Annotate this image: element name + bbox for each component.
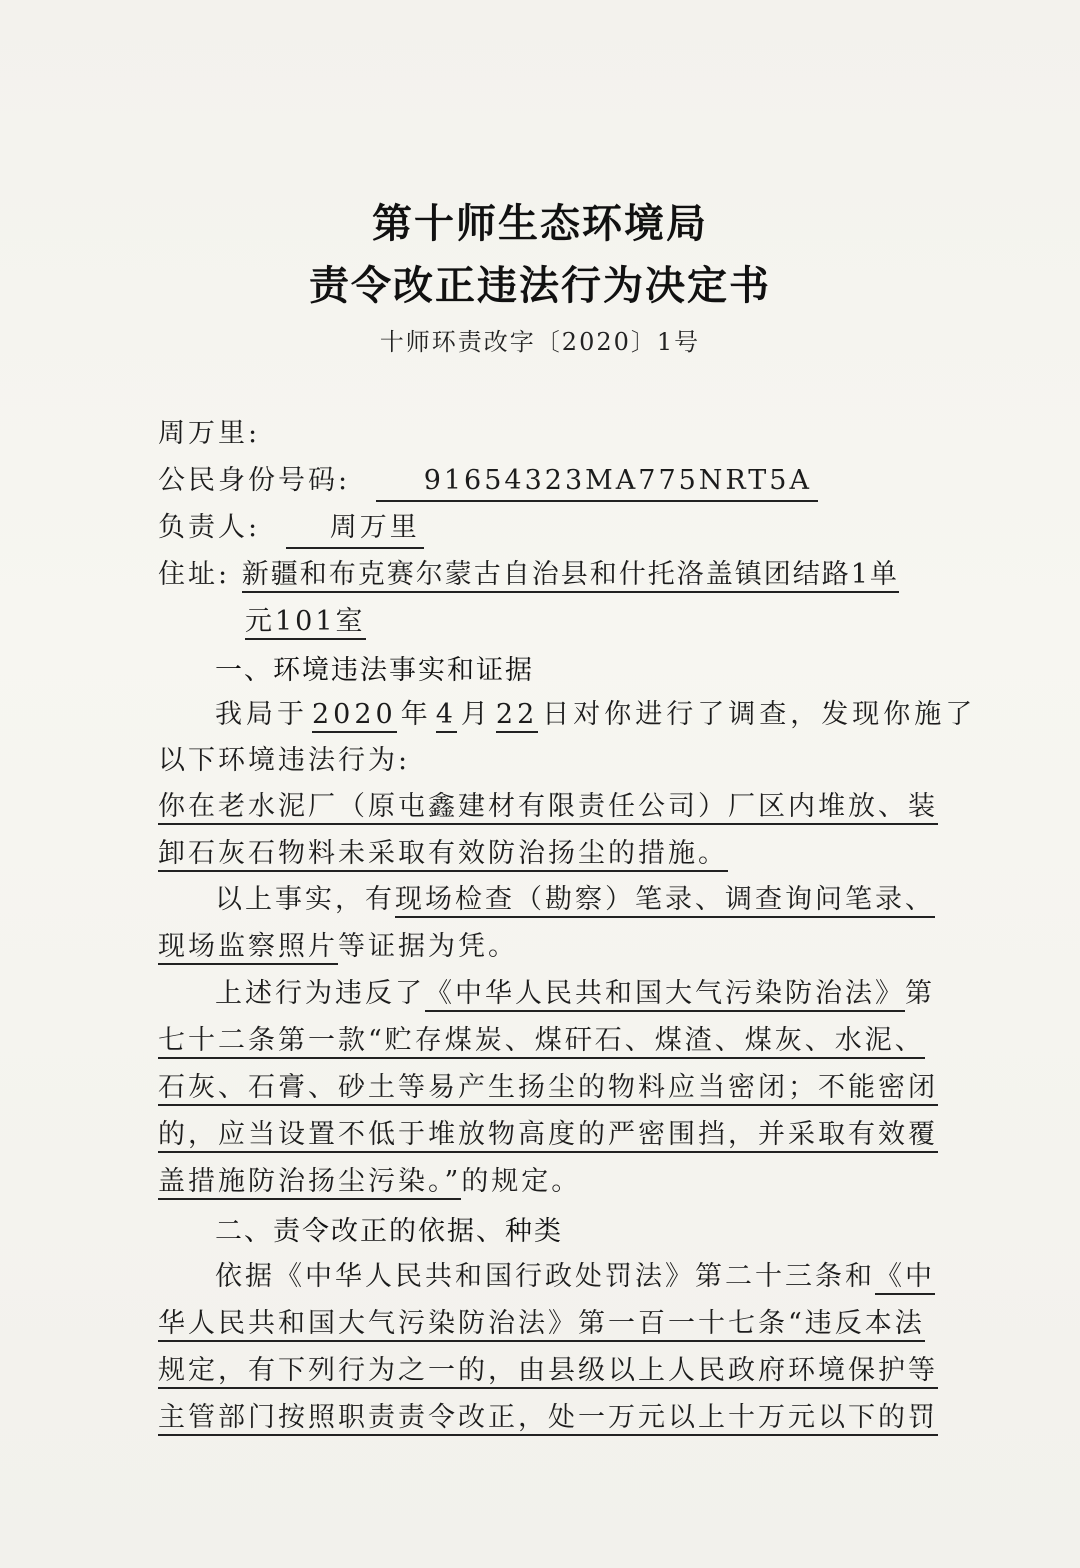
p1-text-a: 我局于 bbox=[215, 699, 308, 730]
fact-line-2 bbox=[158, 836, 728, 872]
basis-line-4 bbox=[158, 1400, 938, 1436]
address-value-2: 元101室 bbox=[245, 606, 366, 640]
law-text-b: 第 bbox=[905, 978, 935, 1009]
basis-underline-1: 《中 bbox=[875, 1261, 935, 1295]
law-name: 《中华人民共和国大气污染防治法》 bbox=[425, 978, 905, 1012]
evidence-underline-2: 现场监察照片 bbox=[158, 931, 338, 965]
section1-para1-line2: 以下环境违法行为: bbox=[158, 745, 411, 776]
fact-line-1 bbox=[158, 789, 938, 825]
address-value-1: 新疆和布克赛尔蒙古自治县和什托洛盖镇团结路1单 bbox=[242, 559, 899, 593]
evidence-line-2 bbox=[158, 929, 518, 965]
fact-text-1: 你在老水泥厂（原屯鑫建材有限责任公司）厂区内堆放、装 bbox=[158, 791, 938, 825]
p1-text-c: 月 bbox=[460, 699, 492, 730]
p1-day: 22 bbox=[496, 699, 538, 733]
party-name: 周万里: bbox=[158, 418, 261, 449]
p1-text-d: 日对你进行了调查，发现你施了 bbox=[542, 699, 977, 730]
law-text-3: 石灰、石膏、砂土等易产生扬尘的物料应当密闭；不能密闭 bbox=[158, 1072, 938, 1106]
section1-para1 bbox=[215, 697, 976, 733]
evidence-underline-1: 现场检查（勘察）笔录、调查询问笔录、 bbox=[395, 884, 935, 918]
document-title-agency: 第十师生态环境局 bbox=[372, 201, 708, 247]
section1-heading: 一、环境违法事实和证据 bbox=[215, 655, 534, 686]
id-line bbox=[158, 463, 818, 502]
basis-line-3 bbox=[158, 1353, 938, 1389]
law-text-4: 的，应当设置不低于堆放物高度的严密围挡，并采取有效覆 bbox=[158, 1119, 938, 1153]
law-line-2 bbox=[158, 1023, 925, 1059]
basis-text-2: 华人民共和国大气污染防治法》第一百一十七条“违反本法 bbox=[158, 1308, 925, 1342]
address-line-2 bbox=[245, 604, 366, 640]
law-line-4 bbox=[158, 1117, 938, 1153]
p1-text-b: 年 bbox=[400, 699, 432, 730]
section2-heading: 二、责令改正的依据、种类 bbox=[215, 1216, 563, 1247]
basis-line-1 bbox=[215, 1259, 935, 1295]
law-text-a: 上述行为违反了 bbox=[215, 978, 425, 1009]
law-text-5-underlined: 盖措施防治扬尘污染。” bbox=[158, 1166, 461, 1200]
document-number: 十师环责改字〔2020〕1号 bbox=[379, 328, 701, 356]
person-line bbox=[158, 510, 424, 549]
id-label: 公民身份号码: bbox=[158, 465, 351, 496]
fact-text-2: 卸石灰石物料未采取有效防治扬尘的措施。 bbox=[158, 838, 728, 872]
law-line-3 bbox=[158, 1070, 938, 1106]
basis-text-a: 依据《中华人民共和国行政处罚法》第二十三条和 bbox=[215, 1261, 875, 1292]
person-label: 负责人: bbox=[158, 512, 261, 543]
evidence-line-1 bbox=[215, 882, 935, 918]
law-text-5: 的规定。 bbox=[461, 1166, 582, 1197]
evidence-text-b: 等证据为凭。 bbox=[338, 931, 518, 962]
p1-month: 4 bbox=[436, 699, 457, 733]
address-line bbox=[158, 557, 899, 593]
person-value: 周万里 bbox=[286, 510, 424, 549]
document-title-type: 责令改正违法行为决定书 bbox=[309, 263, 771, 309]
id-value: 91654323MA775NRT5A bbox=[376, 463, 818, 502]
basis-line-2 bbox=[158, 1306, 925, 1342]
basis-text-3: 规定，有下列行为之一的，由县级以上人民政府环境保护等 bbox=[158, 1355, 938, 1389]
p1-year: 2020 bbox=[312, 699, 397, 733]
basis-text-4: 主管部门按照职责责令改正，处一万元以上十万元以下的罚 bbox=[158, 1402, 938, 1436]
address-label: 住址: bbox=[158, 559, 231, 590]
evidence-text-a: 以上事实，有 bbox=[215, 884, 395, 915]
law-line-1 bbox=[215, 976, 935, 1012]
law-text-2: 七十二条第一款“贮存煤炭、煤矸石、煤渣、煤灰、水泥、 bbox=[158, 1025, 925, 1059]
law-line-5 bbox=[158, 1164, 581, 1200]
